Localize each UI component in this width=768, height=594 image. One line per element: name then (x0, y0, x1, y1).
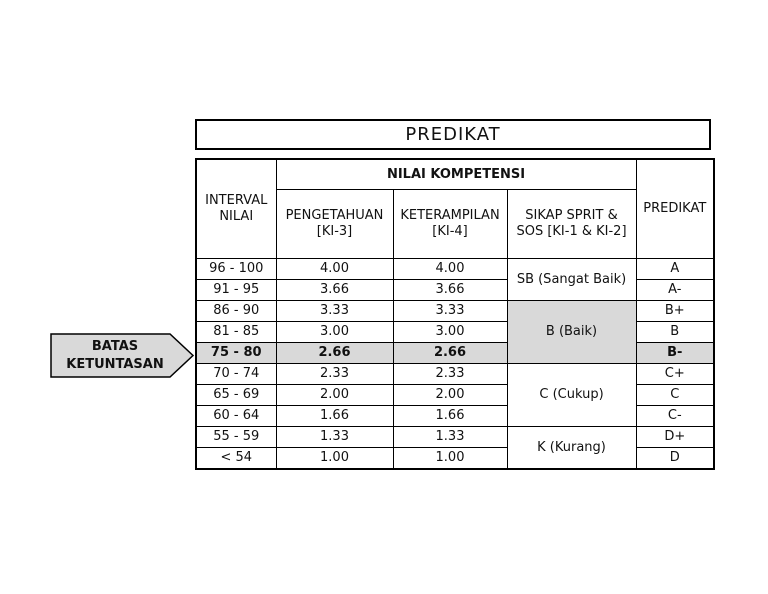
keterampilan-cell: 1.66 (393, 406, 507, 427)
callout-line1: BATAS (91, 338, 139, 354)
predikat-cell: D+ (636, 427, 714, 448)
keterampilan-cell: 3.33 (393, 301, 507, 322)
interval-cell: 75 - 80 (196, 343, 276, 364)
keterampilan-cell: 3.66 (393, 280, 507, 301)
pengetahuan-cell: 2.00 (276, 385, 393, 406)
pengetahuan-cell: 1.66 (276, 406, 393, 427)
interval-cell: 60 - 64 (196, 406, 276, 427)
header-nilai-kompetensi: NILAI KOMPETENSI (276, 159, 636, 190)
interval-cell: 55 - 59 (196, 427, 276, 448)
header-keterampilan (393, 190, 507, 259)
batas-ketuntasan-callout (50, 333, 180, 378)
interval-cell: 96 - 100 (196, 259, 276, 280)
table-row (196, 427, 714, 448)
predikat-table (195, 158, 715, 470)
keterampilan-cell: 2.33 (393, 364, 507, 385)
interval-cell: 91 - 95 (196, 280, 276, 301)
callout-line2: KETUNTASAN (66, 356, 164, 372)
header-sikap-line2: SOS [KI-1 & KI-2] (516, 224, 627, 239)
pengetahuan-cell: 1.33 (276, 427, 393, 448)
header-pengetahuan-line2: [KI-3] (316, 224, 353, 239)
table-row (196, 301, 714, 322)
header-sikap (507, 190, 636, 259)
sikap-k-cell: K (Kurang) (507, 427, 636, 470)
sikap-c-cell: C (Cukup) (507, 364, 636, 427)
table-row (196, 280, 714, 301)
predikat-cell: C+ (636, 364, 714, 385)
pengetahuan-cell: 4.00 (276, 259, 393, 280)
page-title: PREDIKAT (195, 119, 711, 150)
interval-cell: < 54 (196, 448, 276, 470)
table-row-highlight (196, 343, 714, 364)
header-predikat: PREDIKAT (636, 159, 714, 259)
header-keterampilan-line1: KETERAMPILAN (400, 208, 500, 224)
pengetahuan-cell: 3.33 (276, 301, 393, 322)
interval-cell: 81 - 85 (196, 322, 276, 343)
interval-cell: 65 - 69 (196, 385, 276, 406)
keterampilan-cell: 4.00 (393, 259, 507, 280)
header-pengetahuan (276, 190, 393, 259)
keterampilan-cell: 2.66 (393, 343, 507, 364)
sikap-b-cell: B (Baik) (507, 301, 636, 364)
pengetahuan-cell: 3.00 (276, 322, 393, 343)
table-row (196, 385, 714, 406)
interval-cell: 86 - 90 (196, 301, 276, 322)
predikat-cell: C (636, 385, 714, 406)
predikat-cell: B (636, 322, 714, 343)
keterampilan-cell: 1.00 (393, 448, 507, 470)
predikat-cell: A (636, 259, 714, 280)
header-sikap-line1: SIKAP SPRIT & (525, 208, 618, 224)
header-pengetahuan-line1: PENGETAHUAN (285, 208, 384, 224)
table-row (196, 322, 714, 343)
header-keterampilan-line2: [KI-4] (432, 224, 468, 239)
pengetahuan-cell: 2.66 (276, 343, 393, 364)
keterampilan-cell: 3.00 (393, 322, 507, 343)
pengetahuan-cell: 3.66 (276, 280, 393, 301)
sikap-sb-cell: SB (Sangat Baik) (507, 259, 636, 301)
predikat-cell: C- (636, 406, 714, 427)
keterampilan-cell: 1.33 (393, 427, 507, 448)
table-row (196, 259, 714, 280)
header-interval-line1: INTERVAL (205, 193, 268, 209)
keterampilan-cell: 2.00 (393, 385, 507, 406)
header-interval (196, 159, 276, 259)
predikat-cell: B- (636, 343, 714, 364)
table-row (196, 364, 714, 385)
pengetahuan-cell: 2.33 (276, 364, 393, 385)
predikat-cell: D (636, 448, 714, 470)
interval-cell: 70 - 74 (196, 364, 276, 385)
predikat-cell: B+ (636, 301, 714, 322)
header-interval-line2: NILAI (219, 209, 254, 224)
table-row (196, 406, 714, 427)
table-row (196, 448, 714, 470)
pengetahuan-cell: 1.00 (276, 448, 393, 470)
predikat-cell: A- (636, 280, 714, 301)
